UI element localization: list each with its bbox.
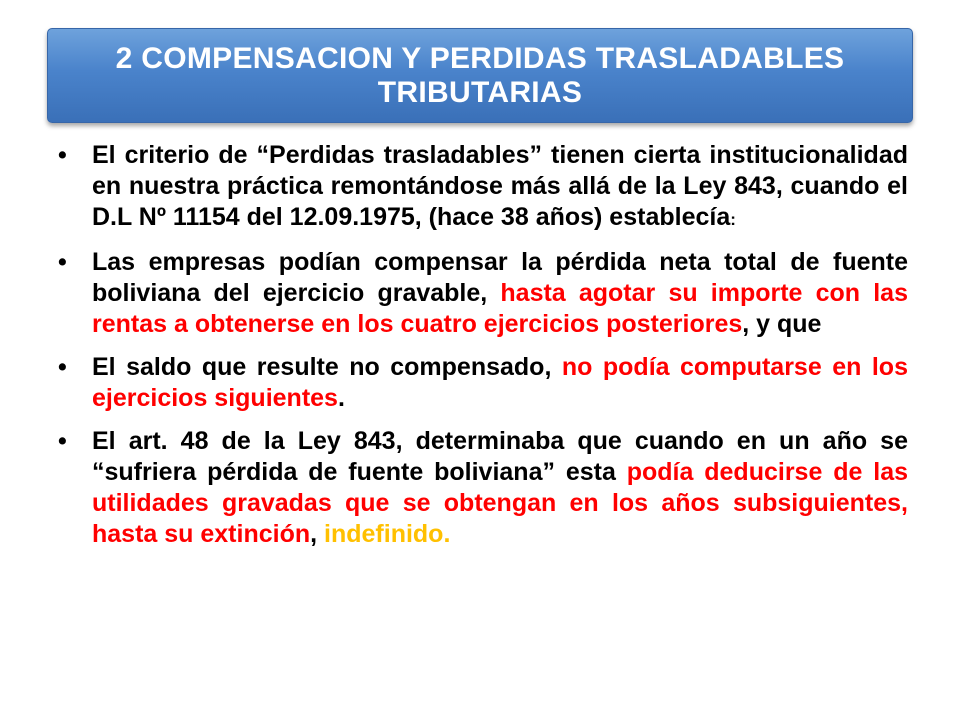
text-run-highlight: indefinido.: [324, 520, 451, 548]
bullet-item-4: [58, 426, 908, 550]
text-run: El saldo que resulte no compensado,: [92, 353, 562, 381]
text-run: El art. 48 de la Ley 843, determinaba que cuando en un año se “sufriera pérdida de fuente boliviana” esta: [92, 427, 908, 486]
text-run: El criterio de “Perdidas trasladables” tienen cierta institucionalidad en nuestra práctica remontándose más allá de la Ley 843, cuando el D.L Nº 11154 del 12.09.1975, (hace 38 años) establecía: [92, 141, 908, 231]
text-run: .: [337, 384, 345, 412]
bullet-text-4: [92, 426, 908, 550]
text-run: ,: [310, 520, 325, 548]
bullet-item-1: [58, 140, 908, 235]
text-run: , y que: [742, 310, 822, 338]
text-run: :: [730, 210, 736, 229]
title-banner: [47, 28, 913, 123]
bullet-text-3: [92, 352, 908, 414]
text-run-emphasis: hasta agotar su importe con las rentas a obtenerse en los cuatro ejercicios posteriores: [92, 279, 908, 338]
text-run-emphasis: no podía computarse en los ejercicios siguientes: [92, 353, 908, 412]
bullet-dot-icon: •: [58, 353, 67, 381]
bullet-dot-icon: •: [58, 141, 67, 169]
bullet-dot-icon: •: [58, 427, 67, 455]
bullet-dot-icon: •: [58, 248, 67, 276]
bullet-item-2: [58, 247, 908, 340]
bullet-text-1: [92, 140, 908, 235]
slide-title: 2 COMPENSACION Y PERDIDAS TRASLADABLES TRIBUTARIAS: [115, 41, 845, 109]
text-run: Las empresas podían compensar la pérdida neta total de fuente boliviana del ejercicio gravable,: [92, 248, 908, 307]
bullet-list: [58, 140, 908, 562]
bullet-text-2: [92, 247, 908, 340]
bullet-item-3: [58, 352, 908, 414]
text-run-emphasis: podía deducirse de las utilidades gravadas que se obtengan en los años subsiguientes, hasta su extinción: [92, 458, 909, 548]
